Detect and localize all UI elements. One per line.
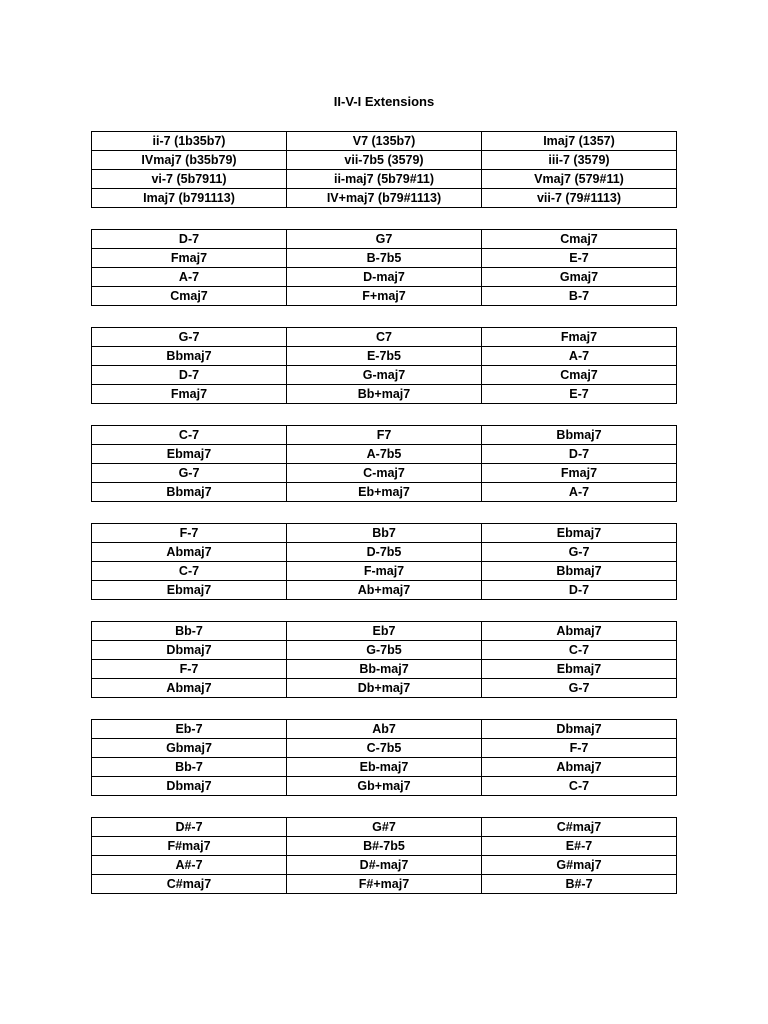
table-cell: ii-maj7 (5b79#11) (287, 170, 482, 189)
table-cell: G#maj7 (482, 856, 677, 875)
table-cell: Imaj7 (1357) (482, 132, 677, 151)
table-cell: G-7b5 (287, 641, 482, 660)
table-row (92, 366, 677, 385)
table-cell: B#-7b5 (287, 837, 482, 856)
table-cell: Eb+maj7 (287, 483, 482, 502)
table-row (92, 132, 677, 151)
table-row (92, 483, 677, 502)
table-cell: D-7 (482, 445, 677, 464)
table-cell: F-7 (92, 660, 287, 679)
table-cell: Ebmaj7 (92, 445, 287, 464)
table-cell: Ab+maj7 (287, 581, 482, 600)
table-cell: B#-7 (482, 875, 677, 894)
table-cell: F-7 (482, 739, 677, 758)
table-row (92, 543, 677, 562)
table-cell: Eb-maj7 (287, 758, 482, 777)
table-cell: Bbmaj7 (92, 347, 287, 366)
table-cell: A#-7 (92, 856, 287, 875)
table-cell: Fmaj7 (92, 385, 287, 404)
table-row (92, 524, 677, 543)
table-cell: Fmaj7 (482, 464, 677, 483)
table-cell: C-7b5 (287, 739, 482, 758)
table-cell: V7 (135b7) (287, 132, 482, 151)
table-cell: Bb-7 (92, 758, 287, 777)
document-title: II-V-I Extensions (333, 94, 435, 109)
table-cell: G-7 (92, 328, 287, 347)
table-cell: Cmaj7 (482, 366, 677, 385)
table-cell: C-7 (92, 426, 287, 445)
table-cell: C7 (287, 328, 482, 347)
table-cell: D-7 (92, 366, 287, 385)
table-cell: Eb7 (287, 622, 482, 641)
table-cell: D-7 (482, 581, 677, 600)
table-cell: Gbmaj7 (92, 739, 287, 758)
table-cell: E-7 (482, 385, 677, 404)
table-row (92, 287, 677, 306)
table-row (92, 328, 677, 347)
chord-table-4 (91, 425, 677, 502)
table-cell: vi-7 (5b7911) (92, 170, 287, 189)
table-cell: Db+maj7 (287, 679, 482, 698)
table-cell: F-7 (92, 524, 287, 543)
table-cell: vii-7b5 (3579) (287, 151, 482, 170)
table-row (92, 464, 677, 483)
chord-table-1 (91, 131, 677, 208)
table-row (92, 818, 677, 837)
table-cell: B-7 (482, 287, 677, 306)
table-cell: G-7 (92, 464, 287, 483)
table-row (92, 758, 677, 777)
table-cell: A-7 (92, 268, 287, 287)
table-row (92, 856, 677, 875)
table-cell: D-7b5 (287, 543, 482, 562)
table-row (92, 445, 677, 464)
table-row (92, 660, 677, 679)
table-row (92, 739, 677, 758)
table-cell: Gmaj7 (482, 268, 677, 287)
table-cell: Abmaj7 (92, 679, 287, 698)
chord-table-8 (91, 817, 677, 894)
chord-table-6 (91, 621, 677, 698)
table-cell: Fmaj7 (482, 328, 677, 347)
table-cell: C#maj7 (482, 818, 677, 837)
table-cell: D-maj7 (287, 268, 482, 287)
table-cell: G#7 (287, 818, 482, 837)
table-cell: Dbmaj7 (482, 720, 677, 739)
table-cell: Imaj7 (b791113) (92, 189, 287, 208)
table-row (92, 170, 677, 189)
table-cell: Dbmaj7 (92, 777, 287, 796)
table-cell: Bb7 (287, 524, 482, 543)
table-cell: F#+maj7 (287, 875, 482, 894)
table-cell: C-maj7 (287, 464, 482, 483)
table-row (92, 679, 677, 698)
table-cell: Abmaj7 (482, 758, 677, 777)
table-cell: F7 (287, 426, 482, 445)
table-cell: Bb-maj7 (287, 660, 482, 679)
table-cell: D-7 (92, 230, 287, 249)
table-cell: Gb+maj7 (287, 777, 482, 796)
table-cell: Vmaj7 (579#11) (482, 170, 677, 189)
table-cell: Bbmaj7 (482, 562, 677, 581)
table-row (92, 230, 677, 249)
table-cell: D#-maj7 (287, 856, 482, 875)
table-cell: Bb-7 (92, 622, 287, 641)
table-cell: Bbmaj7 (482, 426, 677, 445)
table-row (92, 622, 677, 641)
table-cell: Ebmaj7 (92, 581, 287, 600)
table-cell: G-maj7 (287, 366, 482, 385)
table-row (92, 720, 677, 739)
table-cell: E-7 (482, 249, 677, 268)
table-cell: Ebmaj7 (482, 660, 677, 679)
table-cell: E#-7 (482, 837, 677, 856)
table-cell: C-7 (482, 641, 677, 660)
table-cell: A-7 (482, 483, 677, 502)
chord-table-5 (91, 523, 677, 600)
table-cell: Fmaj7 (92, 249, 287, 268)
table-cell: Bb+maj7 (287, 385, 482, 404)
chord-table-2 (91, 229, 677, 306)
table-cell: C-7 (92, 562, 287, 581)
table-cell: Ab7 (287, 720, 482, 739)
table-row (92, 641, 677, 660)
table-row (92, 151, 677, 170)
table-cell: IVmaj7 (b35b79) (92, 151, 287, 170)
table-row (92, 189, 677, 208)
table-cell: Bbmaj7 (92, 483, 287, 502)
table-row (92, 347, 677, 366)
table-cell: E-7b5 (287, 347, 482, 366)
table-cell: G-7 (482, 543, 677, 562)
table-cell: G7 (287, 230, 482, 249)
table-cell: F#maj7 (92, 837, 287, 856)
table-row (92, 426, 677, 445)
table-cell: G-7 (482, 679, 677, 698)
table-cell: vii-7 (79#1113) (482, 189, 677, 208)
chord-table-7 (91, 719, 677, 796)
table-cell: C-7 (482, 777, 677, 796)
chord-table-3 (91, 327, 677, 404)
table-cell: A-7 (482, 347, 677, 366)
table-cell: Ebmaj7 (482, 524, 677, 543)
table-cell: ii-7 (1b35b7) (92, 132, 287, 151)
table-row (92, 875, 677, 894)
table-cell: Cmaj7 (482, 230, 677, 249)
table-cell: F-maj7 (287, 562, 482, 581)
table-cell: Eb-7 (92, 720, 287, 739)
table-row (92, 268, 677, 287)
table-cell: Cmaj7 (92, 287, 287, 306)
table-row (92, 777, 677, 796)
table-row (92, 249, 677, 268)
table-cell: A-7b5 (287, 445, 482, 464)
table-row (92, 562, 677, 581)
table-cell: Abmaj7 (92, 543, 287, 562)
table-row (92, 581, 677, 600)
table-cell: Abmaj7 (482, 622, 677, 641)
table-cell: C#maj7 (92, 875, 287, 894)
table-cell: iii-7 (3579) (482, 151, 677, 170)
table-row (92, 837, 677, 856)
table-cell: F+maj7 (287, 287, 482, 306)
table-cell: IV+maj7 (b79#1113) (287, 189, 482, 208)
table-row (92, 385, 677, 404)
table-cell: D#-7 (92, 818, 287, 837)
table-cell: Dbmaj7 (92, 641, 287, 660)
table-cell: B-7b5 (287, 249, 482, 268)
